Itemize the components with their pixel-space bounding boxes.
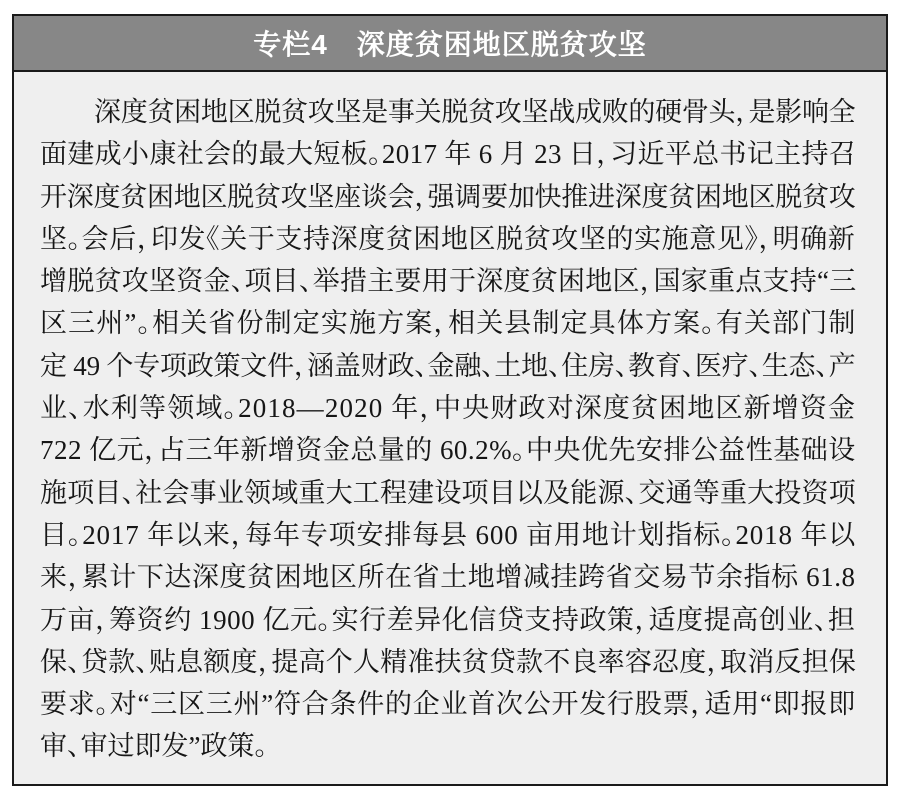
body-text-line: 定 49 个专项政策文件，涵盖财政、金融、土地、住房、教育、医疗、生态、产 bbox=[40, 350, 856, 381]
body-text-line: 增脱贫攻坚资金、项目、举措主要用于深度贫困地区，国家重点支持“三 bbox=[40, 266, 857, 297]
body-text-line: 来，累计下达深度贫困地区所在省土地增减挂跨省交易节余指标 61.8 bbox=[40, 562, 856, 593]
panel-title: 专栏4 深度贫困地区脱贫攻坚 bbox=[253, 29, 647, 60]
body-text-line: 审、审过即发”政策。 bbox=[40, 731, 268, 762]
body-text-line: 目。2017 年以来，每年专项安排每县 600 亩用地计划指标。2018 年以 bbox=[40, 519, 857, 550]
body-text-line: 722 亿元，占三年新增资金总量的 60.2%。中央优先安排公益性基础设 bbox=[40, 435, 856, 466]
body-text-line: 万亩，筹资约 1900 亿元。实行差异化信贷支持政策，适度提高创业、担 bbox=[40, 604, 856, 635]
body-text-line: 业、水利等领域。2018—2020 年，中央财政对深度贫困地区新增资金 bbox=[40, 393, 857, 424]
body-text-line: 坚。会后，印发《关于支持深度贫困地区脱贫攻坚的实施意见》，明确新 bbox=[40, 223, 856, 254]
body-text-line: 区三州”。相关省份制定实施方案，相关县制定具体方案。有关部门制 bbox=[40, 308, 857, 339]
column-panel bbox=[12, 14, 888, 786]
body-text-line: 施项目、社会事业领域重大工程建设项目以及能源、交通等重大投资项 bbox=[40, 477, 856, 508]
body-text-line: 深度贫困地区脱贫攻坚是事关脱贫攻坚战成败的硬骨头，是影响全 bbox=[94, 97, 856, 127]
panel-header bbox=[14, 16, 886, 72]
body-text-line: 开深度贫困地区脱贫攻坚座谈会，强调要加快推进深度贫困地区脱贫攻 bbox=[40, 181, 856, 212]
body-text-line: 要求。对“三区三州”符合条件的企业首次公开发行股票，适用“即报即 bbox=[40, 689, 856, 720]
body-text-line: 保、贷款、贴息额度，提高个人精准扶贫贷款不良率容忍度，取消反担保 bbox=[40, 646, 857, 677]
panel-body bbox=[14, 72, 886, 768]
body-text-line: 面建成小康社会的最大短板。2017 年 6 月 23 日，习近平总书记主持召 bbox=[40, 139, 857, 170]
